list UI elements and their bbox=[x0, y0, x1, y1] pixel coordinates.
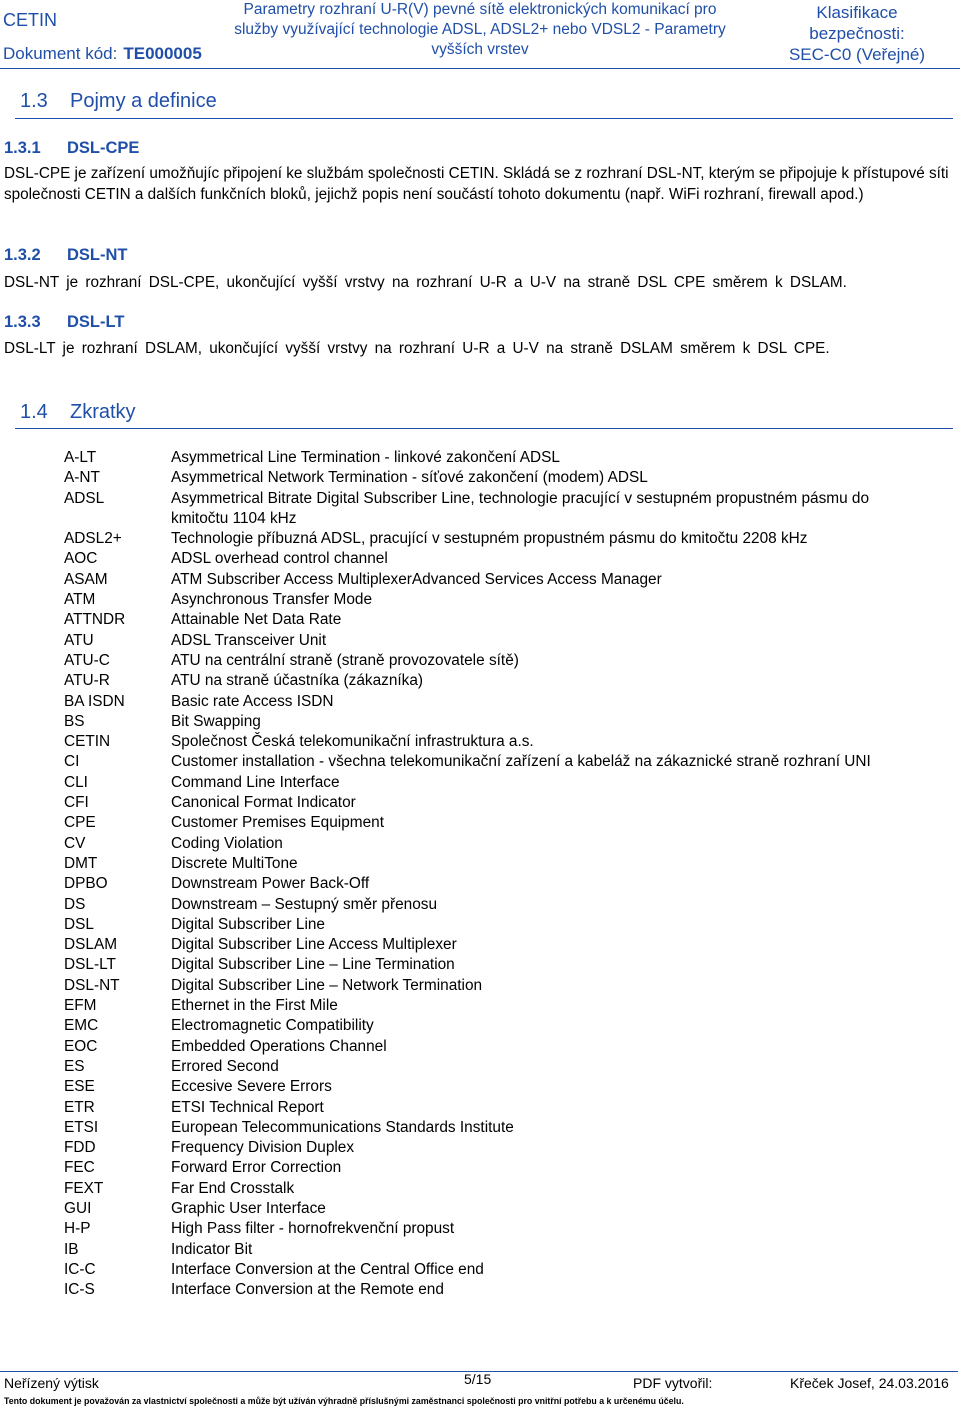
abbreviation-meaning: Asymmetrical Network Termination - síťové zakončení (modem) ADSL bbox=[171, 469, 648, 487]
section-heading-1-4 bbox=[20, 401, 136, 424]
abbreviation-term: CI bbox=[64, 753, 80, 771]
abbreviation-term: CPE bbox=[64, 814, 96, 832]
abbreviation-term: FEC bbox=[64, 1159, 95, 1177]
classification-label: Klasifikace bbox=[816, 3, 898, 22]
abbreviation-row bbox=[64, 976, 894, 996]
abbreviation-term: DSL bbox=[64, 915, 94, 933]
abbreviation-meaning: Customer Premises Equipment bbox=[171, 814, 384, 832]
author-date: Křeček Josef, 24.03.2016 bbox=[790, 1375, 949, 1391]
abbreviation-term: H-P bbox=[64, 1220, 91, 1238]
pdf-created-label: PDF vytvořil: bbox=[633, 1375, 713, 1391]
abbreviation-meaning: ATU na centrální straně (straně provozovatele sítě) bbox=[171, 651, 519, 669]
abbreviation-meaning: ATM Subscriber Access MultiplexerAdvanced Services Access Manager bbox=[171, 570, 662, 588]
abbreviation-term: FEXT bbox=[64, 1179, 104, 1197]
abbreviation-meaning: Asymmetrical Bitrate Digital Subscriber Line, technologie pracující v sestupném propustném pásmu do kmitočtu 1104 kHz bbox=[171, 489, 870, 527]
abbreviation-term: ESE bbox=[64, 1078, 95, 1096]
abbreviation-term: A-NT bbox=[64, 469, 100, 487]
abbreviation-row bbox=[64, 996, 894, 1016]
abbreviation-meaning: Eccesive Severe Errors bbox=[171, 1078, 332, 1096]
abbreviation-meaning: Downstream Power Back-Off bbox=[171, 875, 370, 893]
abbreviation-meaning: Ethernet in the First Mile bbox=[171, 997, 338, 1015]
abbreviation-term: GUI bbox=[64, 1199, 92, 1217]
subsection-heading-1-3-2 bbox=[4, 246, 128, 265]
abbreviation-row bbox=[64, 1219, 894, 1239]
abbreviation-term: IC-C bbox=[64, 1260, 96, 1278]
abbreviation-row bbox=[64, 732, 894, 752]
abbreviation-row bbox=[64, 590, 894, 610]
subsection-title: DSL-CPE bbox=[67, 139, 140, 157]
abbreviation-row bbox=[64, 1098, 894, 1118]
page-number: 5/15 bbox=[464, 1371, 492, 1387]
abbreviation-row bbox=[64, 773, 894, 793]
section-title: Zkratky bbox=[70, 401, 136, 423]
section-heading-1-3 bbox=[20, 90, 217, 113]
security-classification bbox=[776, 2, 938, 65]
abbreviation-row bbox=[64, 712, 894, 732]
abbreviation-meaning: ETSI Technical Report bbox=[171, 1098, 324, 1116]
abbreviation-meaning: Errored Second bbox=[171, 1057, 279, 1075]
subsection-number: 1.3.2 bbox=[4, 246, 41, 264]
abbreviation-row bbox=[64, 895, 894, 915]
abbreviation-term: ATM bbox=[64, 591, 96, 609]
abbreviation-row bbox=[64, 1037, 894, 1057]
abbreviation-term: IC-S bbox=[64, 1281, 95, 1299]
subsection-number: 1.3.3 bbox=[4, 313, 41, 331]
section-title: Pojmy a definice bbox=[70, 90, 217, 112]
document-code-value: TE000005 bbox=[123, 44, 202, 63]
subsection-heading-1-3-1 bbox=[4, 139, 139, 158]
abbreviation-meaning: Digital Subscriber Line bbox=[171, 915, 325, 933]
abbreviation-meaning: Digital Subscriber Line Access Multiplexer bbox=[171, 936, 457, 954]
abbreviation-meaning: Digital Subscriber Line – Line Termination bbox=[171, 956, 455, 974]
abbreviation-term: DMT bbox=[64, 854, 98, 872]
abbreviation-meaning: Canonical Format Indicator bbox=[171, 794, 356, 812]
abbreviation-meaning: High Pass filter - hornofrekvenční propust bbox=[171, 1220, 455, 1238]
section-number: 1.3 bbox=[20, 90, 48, 112]
classification-value: SEC-C0 (Veřejné) bbox=[788, 45, 926, 64]
abbreviation-row bbox=[64, 1057, 894, 1077]
abbreviation-term: EMC bbox=[64, 1017, 99, 1035]
abbreviation-term: EOC bbox=[64, 1037, 98, 1055]
subsection-number: 1.3.1 bbox=[4, 139, 41, 157]
abbreviation-row bbox=[64, 1280, 894, 1300]
abbreviation-meaning: Basic rate Access ISDN bbox=[171, 692, 334, 710]
abbreviation-meaning: Technologie příbuzná ADSL, pracující v sestupném propustném pásmu do kmitočtu 2208 kHz bbox=[171, 530, 808, 548]
page-header bbox=[0, 0, 960, 70]
document-code bbox=[3, 44, 202, 64]
abbreviation-meaning: Interface Conversion at the Central Office end bbox=[171, 1260, 484, 1278]
abbreviation-meaning: Indicator Bit bbox=[171, 1240, 253, 1258]
abbreviation-term: ATU-R bbox=[64, 672, 110, 690]
abbreviation-meaning: Embedded Operations Channel bbox=[171, 1037, 387, 1055]
abbreviation-row bbox=[64, 671, 894, 691]
header-divider bbox=[0, 68, 960, 69]
abbreviation-term: BA ISDN bbox=[64, 692, 125, 710]
abbreviation-row bbox=[64, 813, 894, 833]
abbreviation-term: CLI bbox=[64, 773, 88, 791]
abbreviation-meaning: Společnost Česká telekomunikační infrastruktura a.s. bbox=[171, 733, 534, 751]
abbreviation-row bbox=[64, 854, 894, 874]
abbreviation-meaning: Attainable Net Data Rate bbox=[171, 611, 342, 629]
abbreviation-row bbox=[64, 692, 894, 712]
abbreviation-term: BS bbox=[64, 712, 85, 730]
subsection-title: DSL-NT bbox=[67, 246, 128, 264]
abbreviation-term: DS bbox=[64, 895, 86, 913]
abbreviation-meaning: Asymmetrical Line Termination - linkové zakončení ADSL bbox=[171, 449, 560, 466]
abbreviation-term: ATU bbox=[64, 631, 94, 649]
abbreviation-row bbox=[64, 570, 894, 590]
abbreviation-row bbox=[64, 610, 894, 630]
abbreviation-row bbox=[64, 631, 894, 651]
abbreviation-meaning: ADSL overhead control channel bbox=[171, 550, 388, 568]
abbreviation-term: ETR bbox=[64, 1098, 95, 1116]
abbreviation-meaning: Electromagnetic Compatibility bbox=[171, 1017, 374, 1035]
abbreviation-meaning: Interface Conversion at the Remote end bbox=[171, 1281, 444, 1299]
abbreviation-row bbox=[64, 935, 894, 955]
abbreviation-term: ATTNDR bbox=[64, 611, 126, 629]
abbreviation-meaning: Bit Swapping bbox=[171, 712, 261, 730]
abbreviation-term: ASAM bbox=[64, 570, 108, 588]
abbreviation-meaning: Customer installation - všechna telekomunikační zařízení a kabeláž na zákaznické straně rozhraní UNI bbox=[171, 753, 871, 771]
abbreviation-row bbox=[64, 448, 894, 468]
abbreviation-term: ATU-C bbox=[64, 651, 110, 669]
abbreviation-meaning: Digital Subscriber Line – Network Termination bbox=[171, 976, 483, 994]
abbreviation-meaning: Far End Crosstalk bbox=[171, 1179, 295, 1197]
abbreviation-meaning: Discrete MultiTone bbox=[171, 854, 298, 872]
brand-name: CETIN bbox=[3, 10, 57, 30]
abbreviation-row bbox=[64, 651, 894, 671]
classification-label: bezpečnosti: bbox=[809, 24, 905, 43]
abbreviation-meaning: Frequency Division Duplex bbox=[171, 1139, 355, 1157]
abbreviation-row bbox=[64, 1077, 894, 1097]
abbreviation-term: AOC bbox=[64, 550, 98, 568]
abbreviation-meaning: Graphic User Interface bbox=[171, 1199, 326, 1217]
abbreviation-row bbox=[64, 793, 894, 813]
abbreviation-row bbox=[64, 529, 894, 549]
section-divider bbox=[15, 428, 953, 429]
abbreviation-row bbox=[64, 1260, 894, 1280]
abbreviation-row bbox=[64, 874, 894, 894]
abbreviation-meaning: Command Line Interface bbox=[171, 773, 340, 791]
abbreviation-row bbox=[64, 955, 894, 975]
abbreviation-row bbox=[64, 1118, 894, 1138]
abbreviation-row bbox=[64, 1138, 894, 1158]
abbreviation-list bbox=[64, 448, 894, 1300]
abbreviation-term: DSL-NT bbox=[64, 976, 120, 994]
definition-dsl-lt: DSL-LT je rozhraní DSLAM, ukončující vyšší vrstvy na rozhraní U-R a U-V na straně DSLAM směrem k DSL CPE. bbox=[4, 340, 830, 357]
abbreviation-meaning: ATU na straně účastníka (zákazníka) bbox=[171, 672, 424, 690]
print-status: Neřízený výtisk bbox=[4, 1375, 99, 1391]
abbreviation-row bbox=[64, 752, 894, 772]
definition-dsl-cpe: DSL-CPE je zařízení umožňujíc připojení ke službám společnosti CETIN. Skládá se z rozhraní DSL-NT, kterým se připojuje k přístupové síti společnosti CETIN a dalších funkčních bloků, jejichž popis není součástí tohoto dokumentu (např. WiFi rozhraní, firewall apod.) bbox=[4, 165, 949, 203]
abbreviation-term: CFI bbox=[64, 794, 89, 812]
abbreviation-meaning: Forward Error Correction bbox=[171, 1159, 342, 1177]
section-number: 1.4 bbox=[20, 401, 48, 423]
document-title-line: služby využívající technologie ADSL, ADSL2+ nebo VDSL2 - Parametry bbox=[234, 21, 726, 38]
abbreviation-term: ADSL2+ bbox=[64, 530, 122, 548]
abbreviation-term: EFM bbox=[64, 997, 97, 1015]
ownership-notice: Tento dokument je považován za vlastnictví společnosti a může být užíván výhradně příslušnými zaměstnanci společnosti pro vnitřní potřebu a k určenému účelu. bbox=[4, 1396, 684, 1406]
abbreviation-term: A-LT bbox=[64, 449, 97, 466]
abbreviation-term: DSL-LT bbox=[64, 956, 116, 974]
document-title-line: vyšších vrstev bbox=[431, 41, 529, 58]
abbreviation-term: ES bbox=[64, 1057, 85, 1075]
definition-dsl-nt: DSL-NT je rozhraní DSL-CPE, ukončující vyšší vrstvy na rozhraní U-R a U-V na straně DSL CPE směrem k DSLAM. bbox=[4, 274, 847, 291]
document-title bbox=[218, 0, 742, 60]
abbreviation-meaning: Coding Violation bbox=[171, 834, 283, 852]
abbreviation-term: ETSI bbox=[64, 1118, 99, 1136]
subsection-title: DSL-LT bbox=[67, 313, 125, 331]
abbreviation-row bbox=[64, 489, 894, 530]
abbreviation-meaning: European Telecommunications Standards Institute bbox=[171, 1118, 514, 1136]
abbreviation-meaning: Asynchronous Transfer Mode bbox=[171, 591, 373, 609]
abbreviation-term: IB bbox=[64, 1240, 79, 1258]
subsection-heading-1-3-3 bbox=[4, 313, 124, 332]
abbreviation-row bbox=[64, 1158, 894, 1178]
abbreviation-row bbox=[64, 915, 894, 935]
abbreviation-row bbox=[64, 1240, 894, 1260]
abbreviation-row bbox=[64, 549, 894, 569]
abbreviation-row bbox=[64, 468, 894, 488]
abbreviation-meaning: ADSL Transceiver Unit bbox=[171, 631, 327, 649]
abbreviation-row bbox=[64, 1016, 894, 1036]
abbreviation-term: FDD bbox=[64, 1139, 96, 1157]
section-divider bbox=[15, 118, 953, 119]
abbreviation-term: DPBO bbox=[64, 875, 108, 893]
document-title-line: Parametry rozhraní U-R(V) pevné sítě elektronických komunikací pro bbox=[243, 1, 717, 18]
abbreviation-term: CETIN bbox=[64, 733, 111, 751]
abbreviation-row bbox=[64, 1199, 894, 1219]
abbreviation-row bbox=[64, 1179, 894, 1199]
document-code-label: Dokument kód: bbox=[3, 44, 118, 63]
abbreviation-term: ADSL bbox=[64, 489, 105, 507]
abbreviation-term: CV bbox=[64, 834, 86, 852]
abbreviation-term: DSLAM bbox=[64, 936, 118, 954]
abbreviation-row bbox=[64, 834, 894, 854]
abbreviation-meaning: Downstream – Sestupný směr přenosu bbox=[171, 895, 438, 913]
